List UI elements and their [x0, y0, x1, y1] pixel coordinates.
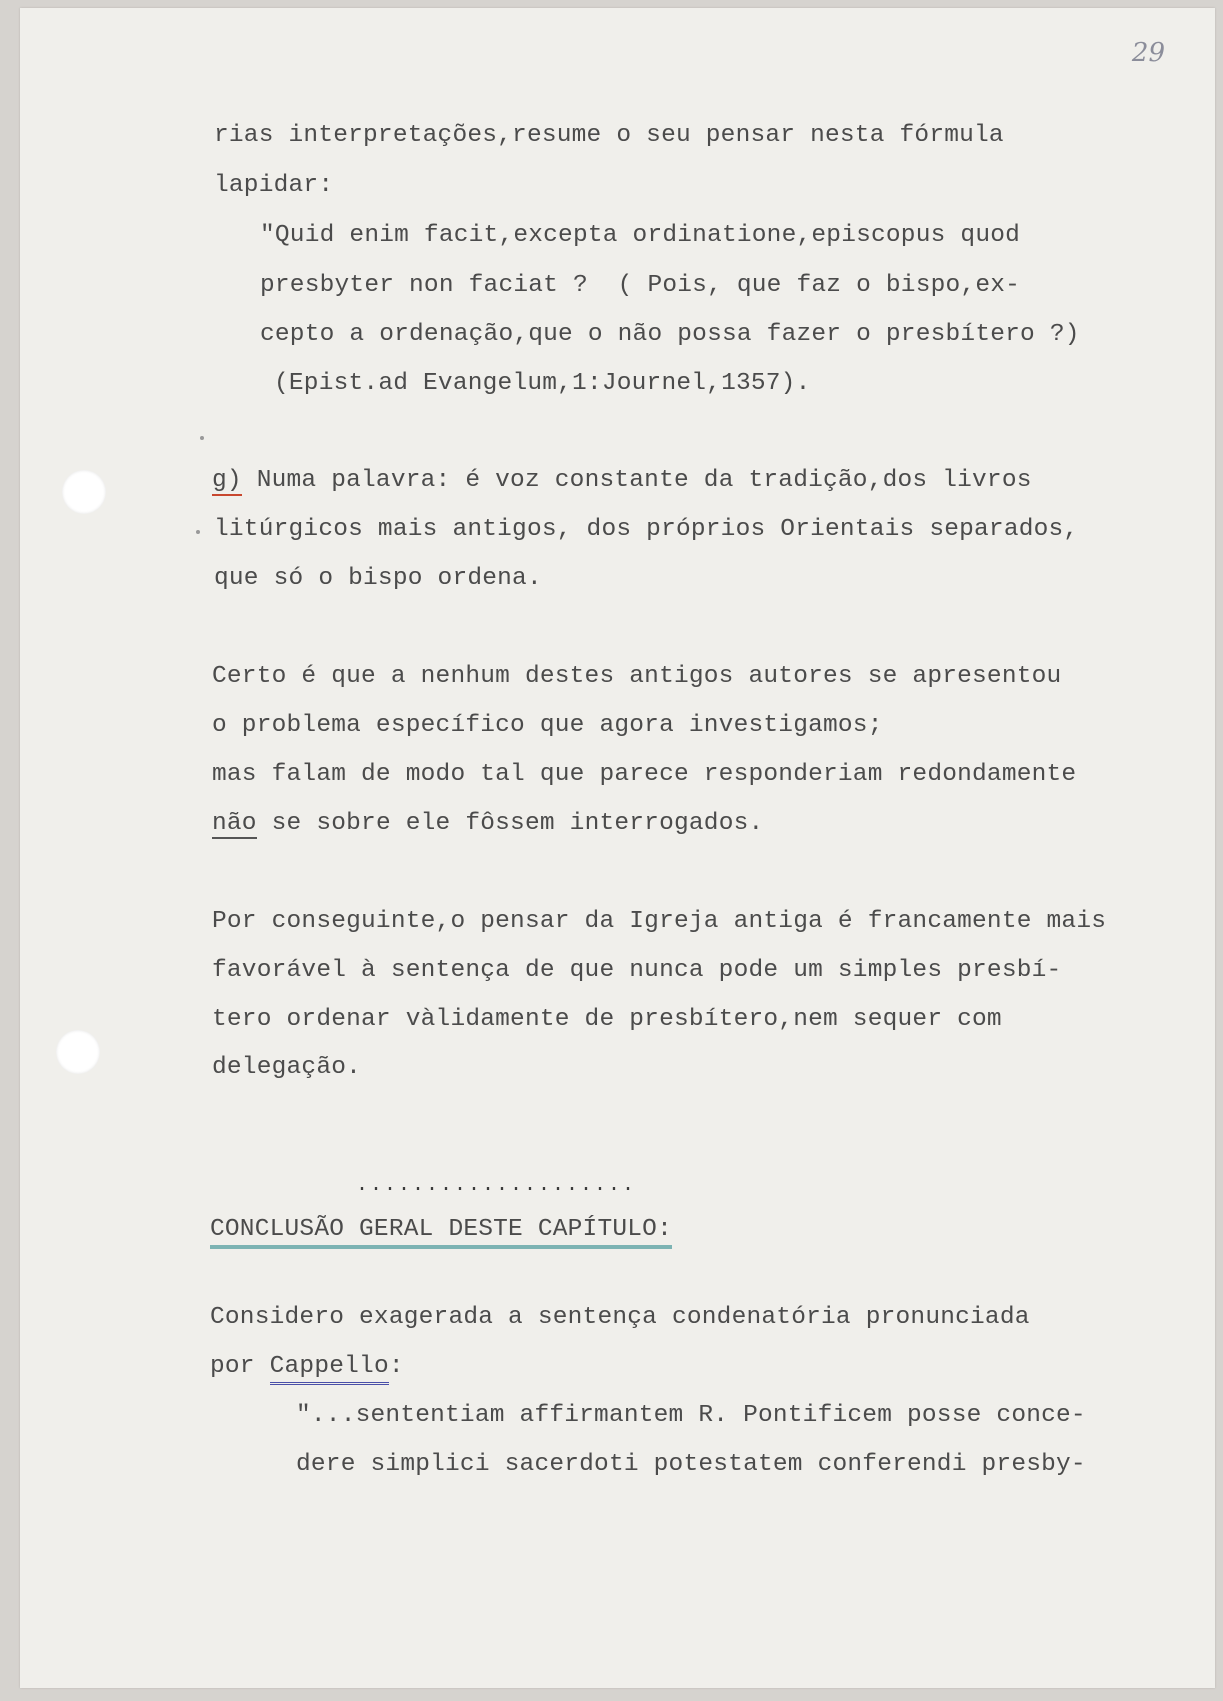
text-span: por — [210, 1353, 270, 1380]
text-line — [212, 810, 763, 837]
section-heading — [210, 1216, 672, 1243]
text-line: delegação. — [212, 1054, 362, 1081]
text-span: : — [388, 1353, 404, 1380]
separator-dots: .................... — [356, 1174, 637, 1197]
text-span: se sobre ele fôssem interrogados. — [256, 810, 764, 837]
punch-hole-top — [62, 470, 106, 514]
text-line: mas falam de modo tal que parece responderiam redondamente — [212, 761, 1077, 788]
text-line: que só o bispo ordena. — [214, 565, 542, 592]
text-span: Numa palavra: é voz constante da tradição,dos livros — [241, 467, 1032, 494]
text-line: o problema específico que agora investigamos; — [212, 712, 883, 739]
item-marker-g: g) — [212, 467, 242, 494]
underlined-name-cappello: Cappello — [270, 1353, 389, 1385]
pencil-mark — [200, 436, 204, 440]
text-line: rias interpretações,resume o seu pensar nesta fórmula — [214, 122, 1004, 149]
text-line: tero ordenar vàlidamente de presbítero,nem sequer com — [212, 1006, 1002, 1033]
quote-line: presbyter non faciat ? ( Pois, que faz o bispo,ex- — [260, 272, 1021, 299]
text-line: Por conseguinte,o pensar da Igreja antiga é francamente mais — [212, 908, 1107, 935]
text-line: Certo é que a nenhum destes antigos autores se apresentou — [212, 663, 1062, 690]
quote-line: dere simplici sacerdoti potestatem conferendi presby- — [296, 1451, 1086, 1478]
text-line: favorável à sentença de que nunca pode um simples presbí- — [212, 957, 1062, 984]
punch-hole-bottom — [56, 1030, 100, 1074]
text-line: Considero exagerada a sentença condenatória pronunciada — [210, 1304, 1030, 1331]
pencil-mark — [196, 530, 200, 534]
text-line — [212, 467, 1032, 494]
quote-line: "...sententiam affirmantem R. Pontificem posse conce- — [296, 1402, 1086, 1429]
citation-line: (Epist.ad Evangelum,1:Journel,1357). — [274, 370, 811, 397]
text-line — [210, 1353, 404, 1380]
quote-line: cepto a ordenação,que o não possa fazer o presbítero ?) — [260, 321, 1080, 348]
heading-text: CONCLUSÃO GERAL DESTE CAPÍTULO: — [210, 1216, 672, 1249]
text-line: litúrgicos mais antigos, dos próprios Orientais separados, — [214, 516, 1079, 543]
text-line: lapidar: — [214, 172, 334, 199]
underlined-word-nao: não — [212, 810, 257, 837]
quote-line: "Quid enim facit,excepta ordinatione,episcopus quod — [260, 222, 1021, 249]
page-number: 29 — [1131, 38, 1165, 68]
document-page — [20, 8, 1215, 1688]
